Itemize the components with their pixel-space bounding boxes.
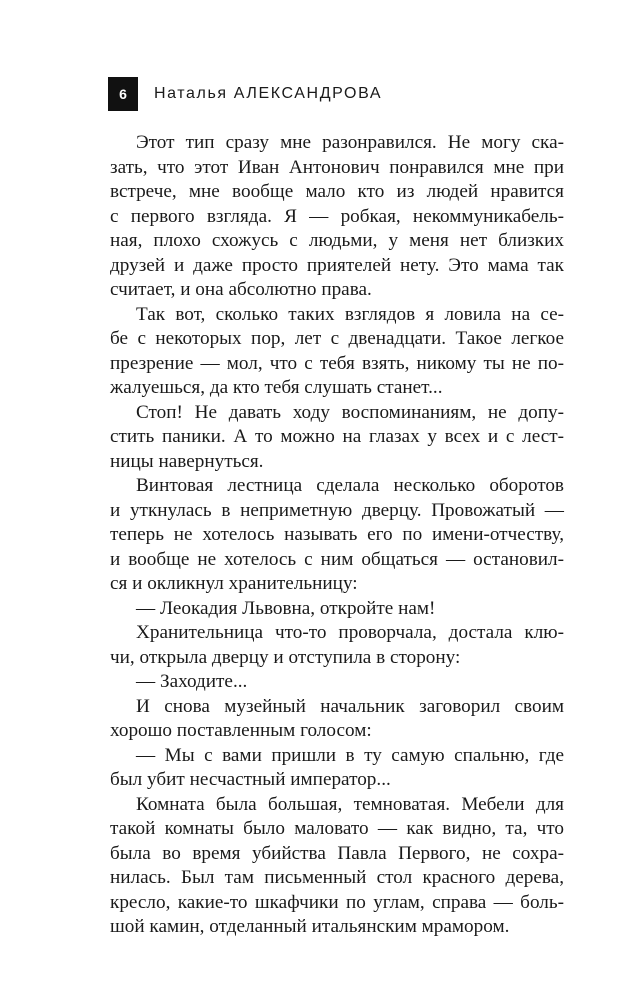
body-text <box>110 131 564 940</box>
text-line: Комната была большая, темноватая. Мебели для <box>136 793 564 815</box>
text-line: ся и окликнул хранительницу: <box>110 573 358 594</box>
text-line: кресло, какие-то шкафчики по углам, справа — боль- <box>110 891 564 913</box>
text-line: шой камин, отделанный итальянским мрамором. <box>110 916 510 937</box>
text-line: ная, плохо схожусь с людьми, у меня нет близких <box>110 230 564 251</box>
text-line: была во время убийства Павла Первого, не сохра- <box>110 842 564 864</box>
text-line: друзей и даже просто приятелей нету. Это мама так <box>110 254 564 276</box>
text-line: теперь не хотелось называть его по имени-отчеству, <box>110 524 564 545</box>
text-line: Этот тип сразу мне разонравился. Не могу ска- <box>136 132 564 153</box>
text-line: — Заходите... <box>136 671 248 692</box>
text-line: был убит несчастный император... <box>110 769 391 790</box>
running-header <box>108 77 382 111</box>
text-line: хорошо поставленным голосом: <box>110 720 372 741</box>
text-line: нилась. Был там письменный стол красного дерева, <box>110 867 564 888</box>
text-line: и вообще не хотелось с ним общаться — остановил- <box>110 548 564 570</box>
text-line: встрече, мне вообще мало кто из людей нравится <box>110 181 564 202</box>
text-line: и уткнулась в неприметную дверцу. Провожатый — <box>110 499 564 521</box>
text-line: зать, что этот Иван Антонович понравился мне при <box>110 156 564 178</box>
text-line: презрение — мол, что с тебя взять, никому ты не по- <box>110 352 564 374</box>
page-number: 6 <box>108 77 138 111</box>
text-line: Винтовая лестница сделала несколько оборотов <box>136 475 564 496</box>
text-line: стить паники. А то можно на глазах у всех и с лест- <box>110 426 564 447</box>
running-head-author: Наталья АЛЕКСАНДРОВА <box>154 85 383 102</box>
text-line: — Мы с вами пришли в ту самую спальню, где <box>136 744 564 766</box>
text-line: Так вот, сколько таких взглядов я ловила на се- <box>136 303 564 325</box>
text-line: с первого взгляда. Я — робкая, некоммуникабель- <box>110 205 564 227</box>
text-line: Хранительница что-то проворчала, достала клю- <box>136 622 564 643</box>
text-line: жалуешься, да кто тебя слушать станет... <box>110 377 443 398</box>
text-line: И снова музейный начальник заговорил своим <box>136 695 564 717</box>
text-line: — Леокадия Львовна, откройте нам! <box>136 597 436 619</box>
text-line: ницы навернуться. <box>110 450 264 472</box>
text-line: Стоп! Не давать ходу воспоминаниям, не допу- <box>136 401 564 423</box>
text-line: чи, открыла дверцу и отступила в сторону: <box>110 646 461 668</box>
text-line: такой комнаты было маловато — как видно, та, что <box>110 818 564 839</box>
text-line: бе с некоторых пор, лет с двенадцати. Такое легкое <box>110 328 564 349</box>
text-line: считает, и она абсолютно права. <box>110 279 372 300</box>
